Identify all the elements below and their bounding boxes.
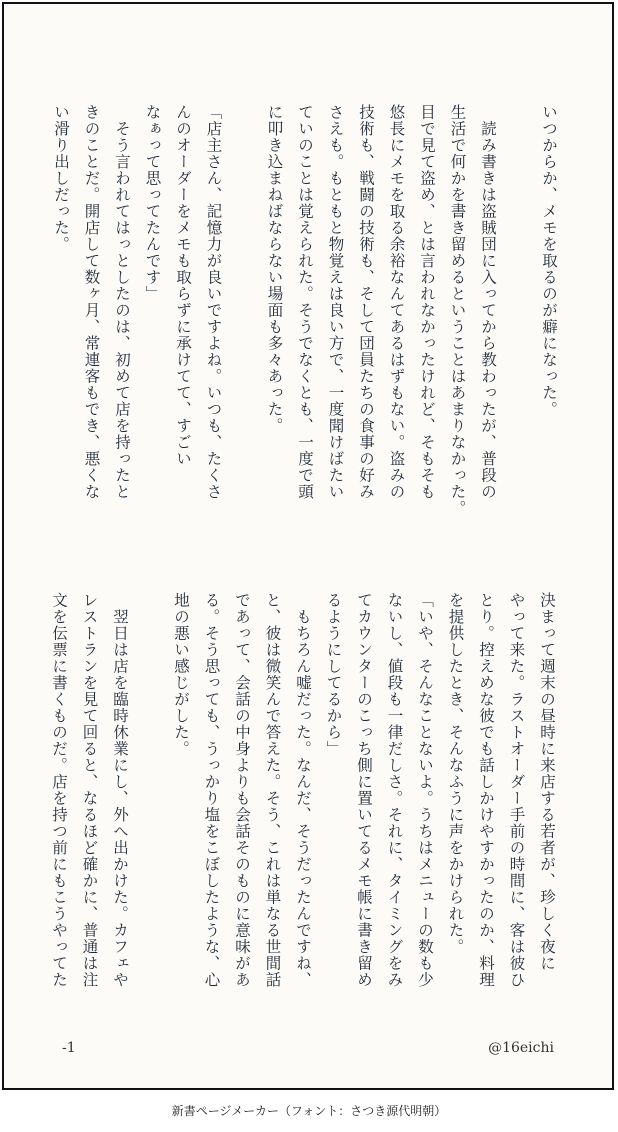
text-line: 読み書きは盗賊団に入ってから教わったが、普段の	[479, 104, 497, 500]
generator-credit: 新書ページメーカー（フォント：さつき源代明朝）	[171, 1104, 447, 1118]
author-handle: @16eichi	[488, 1040, 554, 1056]
text-line: 「いや、そんなことないよ。うちはメニューの数も少	[416, 592, 434, 988]
text-line: ないし、値段も一律だしさ。それに、タイミングをみ	[385, 592, 404, 988]
text-line: 目で見て盗め、とは言われなかったけれど、そもそも	[418, 104, 436, 500]
text-line	[503, 104, 534, 544]
text-line: るようにしてるから」	[324, 592, 343, 757]
text-line: る。そう思っても、うっかり塩をこぼしたような、心	[202, 592, 221, 988]
novel-page	[2, 2, 614, 1090]
page-number: -1	[62, 1040, 76, 1056]
text-line: を提供したとき、そんなふうに声をかけられた。	[446, 592, 465, 955]
text-line: 文を伝票に書くものだ。店を持つ前にもこうやってた	[50, 592, 68, 988]
text-line: い滑り出しだった。	[52, 104, 70, 253]
text-line: 地の悪い感じがした。	[172, 592, 190, 757]
text-line: なぁって思ってたんです」	[143, 104, 162, 302]
text-line: レストランを見て回ると、なるほど確かに、普通は注	[80, 592, 99, 988]
text-line: んのオーダーをメモも取らずに承けてて、すごい	[174, 104, 192, 467]
text-line: ていのことは覚えられた。そうでなくとも、一度で頭	[296, 104, 314, 500]
text-line: きのことだ。開店して数ヶ月、常連客もでき、悪くな	[82, 104, 101, 500]
text-line	[229, 104, 260, 544]
text-line: もちろん嘘だった。なんだ、そうだったんですね、	[294, 592, 312, 988]
text-line: やって来た。ラストオーダー手前の時間に、客は彼ひ	[507, 592, 526, 988]
text-line: 「店主さん、記憶力が良いですよね。いつも、たくさ	[204, 104, 223, 500]
text-line: そう言われてはっとしたのは、初めて店を持ったと	[113, 104, 131, 500]
text-line: であって、会話の中身よりも会話そのものに意味があ	[233, 592, 251, 988]
text-line: 生活で何かを書き留めるということはあまりなかった。	[448, 104, 467, 517]
text-line: とり。控えめな彼でも話しかけやすかったのか、料理	[477, 592, 495, 988]
text-line: に叩き込まねばならない場面も多々あった。	[265, 104, 284, 434]
text-line: と、彼は微笑んで答えた。そう、これは単なる世間話	[263, 592, 282, 988]
text-line: 翌日は店を臨時休業にし、外へ出かけた。カフェや	[111, 592, 129, 988]
upper-text-block	[46, 104, 565, 544]
text-line: 悠長にメモを取る余裕なんてあるはずもない。盗みの	[387, 104, 406, 500]
text-line	[135, 592, 166, 992]
text-line: いつからか、メモを取るのが癖になった。	[540, 104, 558, 418]
lower-text-block	[44, 592, 563, 992]
text-line: てカウンターのこっち側に置いてるメモ帳に書き留め	[355, 592, 373, 988]
text-line: 技術も、戦闘の技術も、そして団員たちの食事の好み	[357, 104, 375, 500]
text-line: さえも。もともと物覚えは良い方で、一度聞けばたい	[326, 104, 345, 500]
text-line: 決まって週末の昼時に来店する若者が、珍しく夜に	[538, 592, 556, 972]
